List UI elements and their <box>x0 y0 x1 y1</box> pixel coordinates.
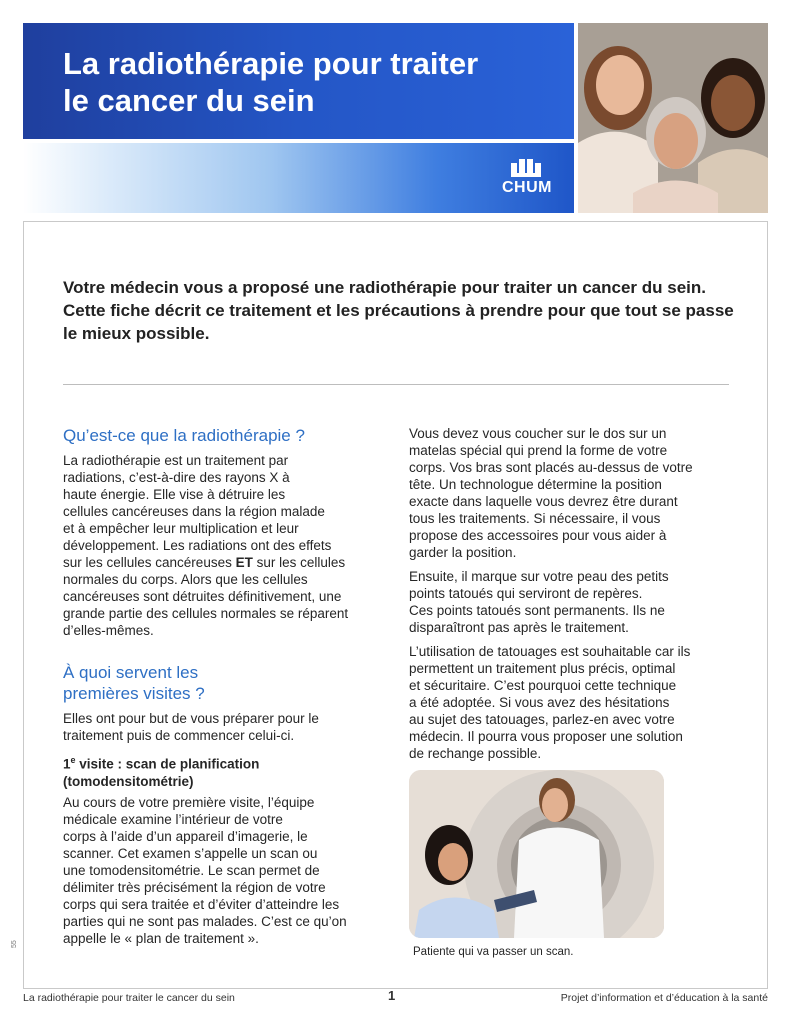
sub-num: 1 <box>63 756 71 772</box>
scan-photo <box>409 770 664 938</box>
s2-heading-line-1: À quoi servent les <box>63 663 199 682</box>
r1-line: garder la position. <box>409 545 517 560</box>
s1-line: La radiothérapie est un traitement par <box>63 453 289 468</box>
s1-line: cellules cancéreuses dans la région malade <box>63 504 325 519</box>
s1-line: radiations, c’est-à-dire des rayons X à <box>63 470 290 485</box>
r1-line: tête. Un technologue détermine la position <box>409 477 662 492</box>
s2-body-line: parties qui ne sont pas malades. C’est ce qu’on <box>63 914 347 929</box>
chum-logo <box>499 157 555 201</box>
s1-line: normales du corps. Alors que les cellules <box>63 572 308 587</box>
s1-line: développement. Les radiations ont des effets <box>63 538 332 553</box>
section-heading-radiotherapie: Qu’est-ce que la radiothérapie ? <box>63 426 305 445</box>
s1-line: haute énergie. Elle vise à détruire les <box>63 487 286 502</box>
s1-line: grande partie des cellules normales se réparent <box>63 606 349 621</box>
s1-et-line <box>63 554 345 571</box>
chum-logo-mark-icon <box>511 157 541 177</box>
r3-line: permettent un traitement plus précis, optimal <box>409 661 676 676</box>
side-number: 55 <box>11 940 18 948</box>
s2-body-line: corps qui sera traitée et d’éviter d’atteindre les <box>63 897 340 912</box>
chum-logo-text: CHUM <box>502 179 552 196</box>
s2-body-line: délimiter très précisément la région de votre <box>63 880 326 895</box>
r2-line: points tatoués qui serviront de repères. <box>409 586 643 601</box>
s2-body-line: une tomodensitométrie. Le scan permet de <box>63 863 320 878</box>
sub-sup: e <box>70 755 76 765</box>
section-heading-visites <box>63 662 205 704</box>
divider <box>63 384 729 385</box>
r3-line: de rechange possible. <box>409 746 542 761</box>
header-band <box>23 143 574 213</box>
photo-caption: Patiente qui va passer un scan. <box>413 946 574 958</box>
women-photo <box>578 23 768 213</box>
r1-line: matelas spécial qui prend la forme de votre <box>409 443 668 458</box>
r2-line: Ensuite, il marque sur votre peau des petits <box>409 569 669 584</box>
s2-intro-line: Elles ont pour but de vous préparer pour le <box>63 711 319 726</box>
r2-line: disparaîtront pas après le traitement. <box>409 620 629 635</box>
s2-body-line: appelle le « plan de traitement ». <box>63 931 259 946</box>
page-number: 1 <box>388 988 396 1003</box>
r1-line: Vous devez vous coucher sur le dos sur un <box>409 426 667 441</box>
s2-intro-line: traitement puis de commencer celui-ci. <box>63 728 295 743</box>
title-line-2: le cancer du sein <box>63 83 315 118</box>
scan-photo-illustration <box>409 770 664 938</box>
sub-line-2: (tomodensitométrie) <box>63 773 194 789</box>
r3-line: au sujet des tatouages, parlez-en avec votre <box>409 712 675 727</box>
subheading-first-visit <box>63 752 259 790</box>
r2-line: Ces points tatoués sont permanents. Ils ne <box>409 603 665 618</box>
women-photo-illustration <box>578 23 768 213</box>
r1-line: exacte dans laquelle vous devrez être durant <box>409 494 678 509</box>
page-title <box>63 45 478 119</box>
s1-et-after: sur les cellules <box>252 555 346 570</box>
s1-et-before: sur les cellules cancéreuses <box>63 555 236 570</box>
r3-line: et sécuritaire. C’est pourquoi cette technique <box>409 678 677 693</box>
s2-body-line: corps à l’aide d’un appareil d’imagerie, le <box>63 829 308 844</box>
r3-line: L’utilisation de tatouages est souhaitable car ils <box>409 644 691 659</box>
r3-line: médecin. Il pourra vous proposer une solution <box>409 729 683 744</box>
footer-left-text: La radiothérapie pour traiter le cancer du sein <box>23 992 235 1004</box>
s1-line: d’elles-mêmes. <box>63 623 154 638</box>
s2-body-line: médicale examine l’intérieur de votre <box>63 812 283 827</box>
s1-line: cancéreuses sont détruites définitivement, une <box>63 589 342 604</box>
sub-rest: visite : scan de planification <box>75 756 260 772</box>
title-line-1: La radiothérapie pour traiter <box>63 46 479 81</box>
s1-et-bold: ET <box>235 555 253 570</box>
r1-line: propose des accessoires pour vous aider à <box>409 528 667 543</box>
intro-paragraph: Votre médecin vous a proposé une radiothérapie pour traiter un cancer du sein. Cette fiche décrit ce traitement et les précautions à prendre pour que tout se passe le mieux possible. <box>63 278 734 343</box>
footer-right-text: Projet d’information et d’éducation à la santé <box>560 992 768 1004</box>
r1-line: tous les traitements. Si nécessaire, il vous <box>409 511 661 526</box>
s2-heading-line-2: premières visites ? <box>63 684 205 703</box>
r3-line: a été adoptée. Si vous avez des hésitations <box>409 695 670 710</box>
r1-line: corps. Vos bras sont placés au-dessus de votre <box>409 460 693 475</box>
s1-line: et à empêcher leur multiplication et leur <box>63 521 299 536</box>
s2-body-line: Au cours de votre première visite, l’équipe <box>63 795 315 810</box>
s2-body-line: scanner. Cet examen s’appelle un scan ou <box>63 846 318 861</box>
title-banner <box>23 23 574 139</box>
